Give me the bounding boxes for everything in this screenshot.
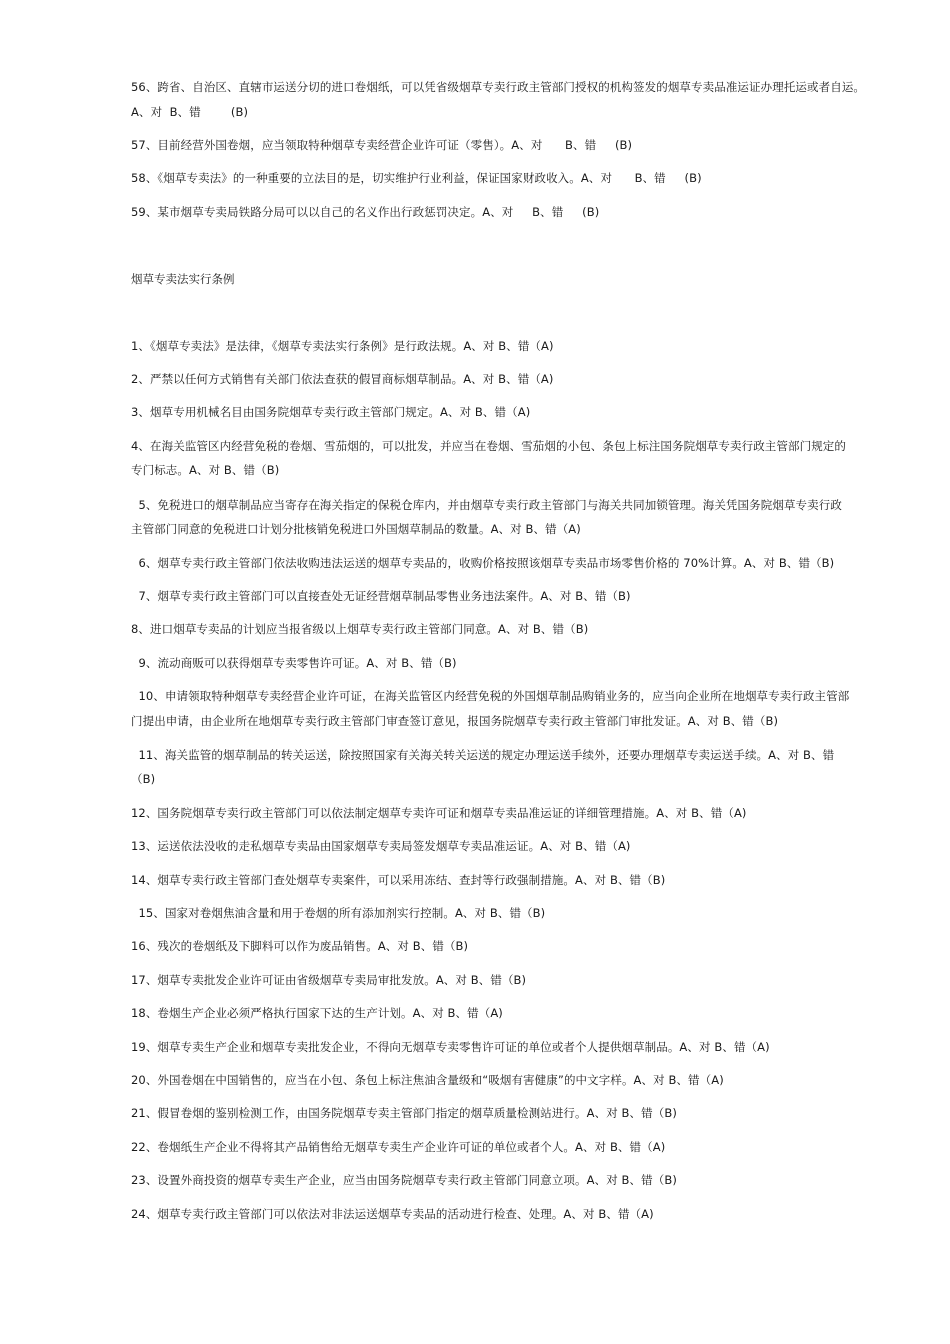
- question-9: 9、流动商贩可以获得烟草专卖零售许可证。A、对 B、错（B): [131, 656, 457, 670]
- question-14: 14、烟草专卖行政主管部门查处烟草专卖案件，可以采用冻结、查封等行政强制措施。A、对 B、错（B): [131, 873, 666, 887]
- question-4-line2: 专门标志。A、对 B、错（B): [131, 463, 280, 477]
- question-11-line2: （B): [131, 772, 156, 786]
- question-4-line1: 4、在海关监管区内经营免税的卷烟、雪茄烟的，可以批发，并应当在卷烟、雪茄烟的小包、条包上标注国务院烟草专卖行政主管部门规定的: [131, 439, 847, 453]
- question-10-line2: 门提出申请，由企业所在地烟草专卖行政主管部门审查签订意见，报国务院烟草专卖行政主管部门审批发证。A、对 B、错（B): [131, 714, 779, 728]
- question-2: 2、严禁以任何方式销售有关部门依法查获的假冒商标烟草制品。A、对 B、错（A): [131, 372, 554, 386]
- question-11-line1: 11、海关监管的烟草制品的转关运送，除按照国家有关海关转关运送的规定办理运送手续外，还要办理烟草专卖运送手续。A、对 B、错: [131, 748, 835, 762]
- question-18: 18、卷烟生产企业必须严格执行国家下达的生产计划。A、对 B、错（A): [131, 1006, 503, 1020]
- question-57: 57、目前经营外国卷烟，应当领取特种烟草专卖经营企业许可证（零售）。A、对 B、错 (B): [131, 138, 633, 152]
- question-56-line2: A、对 B、错 (B): [131, 105, 249, 119]
- question-7: 7、烟草专卖行政主管部门可以直接查处无证经营烟草制品零售业务违法案件。A、对 B、错（B): [131, 589, 631, 603]
- section-title: 烟草专卖法实行条例: [131, 272, 235, 286]
- question-1: 1、《烟草专卖法》是法律，《烟草专卖法实行条例》是行政法规。A、对 B、错（A): [131, 339, 554, 353]
- question-12: 12、国务院烟草专卖行政主管部门可以依法制定烟草专卖许可证和烟草专卖品准运证的详细管理措施。A、对 B、错（A): [131, 806, 747, 820]
- question-5-line2: 主管部门同意的免税进口计划分批核销免税进口外国烟草制品的数量。A、对 B、错（A): [131, 522, 581, 536]
- question-16: 16、残次的卷烟纸及下脚料可以作为废品销售。A、对 B、错（B): [131, 939, 469, 953]
- question-59: 59、某市烟草专卖局铁路分局可以以自己的名义作出行政惩罚决定。A、对 B、错 (B): [131, 205, 600, 219]
- question-17: 17、烟草专卖批发企业许可证由省级烟草专卖局审批发放。A、对 B、错（B): [131, 973, 527, 987]
- question-5-line1: 5、免税进口的烟草制品应当寄存在海关指定的保税仓库内，并由烟草专卖行政主管部门与海关共同加锁管理。海关凭国务院烟草专卖行政: [131, 498, 842, 512]
- question-24: 24、烟草专卖行政主管部门可以依法对非法运送烟草专卖品的活动进行检查、处理。A、对 B、错（A): [131, 1207, 654, 1221]
- question-58: 58、《烟草专卖法》的一种重要的立法目的是，切实维护行业利益，保证国家财政收入。A、对 B、错 (B): [131, 171, 702, 185]
- question-56-line1: 56、跨省、自治区、直辖市运送分切的进口卷烟纸，可以凭省级烟草专卖行政主管部门授权的机构签发的烟草专卖品准运证办理托运或者自运。: [131, 80, 866, 94]
- question-13: 13、运送依法没收的走私烟草专卖品由国家烟草专卖局签发烟草专卖品准运证。A、对 B、错（A): [131, 839, 631, 853]
- question-15: 15、国家对卷烟焦油含量和用于卷烟的所有添加剂实行控制。A、对 B、错（B): [131, 906, 546, 920]
- question-19: 19、烟草专卖生产企业和烟草专卖批发企业，不得向无烟草专卖零售许可证的单位或者个人提供烟草制品。A、对 B、错（A): [131, 1040, 770, 1054]
- question-8: 8、进口烟草专卖品的计划应当报省级以上烟草专卖行政主管部门同意。A、对 B、错（B): [131, 622, 589, 636]
- question-20: 20、外国卷烟在中国销售的，应当在小包、条包上标注焦油含量级和“吸烟有害健康”的中文字样。A、对 B、错（A): [131, 1073, 724, 1087]
- question-22: 22、卷烟纸生产企业不得将其产品销售给无烟草专卖生产企业许可证的单位或者个人。A、对 B、错（A): [131, 1140, 666, 1154]
- question-21: 21、假冒卷烟的鉴别检测工作，由国务院烟草专卖主管部门指定的烟草质量检测站进行。A、对 B、错（B): [131, 1106, 677, 1120]
- question-10-line1: 10、申请领取特种烟草专卖经营企业许可证，在海关监管区内经营免税的外国烟草制品购销业务的，应当向企业所在地烟草专卖行政主管部: [131, 689, 850, 703]
- question-6: 6、烟草专卖行政主管部门依法收购违法运送的烟草专卖品的，收购价格按照该烟草专卖品市场零售价格的 70%计算。A、对 B、错（B): [131, 556, 835, 570]
- question-3: 3、烟草专用机械名目由国务院烟草专卖行政主管部门规定。A、对 B、错（A): [131, 405, 531, 419]
- question-23: 23、设置外商投资的烟草专卖生产企业，应当由国务院烟草专卖行政主管部门同意立项。A、对 B、错（B): [131, 1173, 677, 1187]
